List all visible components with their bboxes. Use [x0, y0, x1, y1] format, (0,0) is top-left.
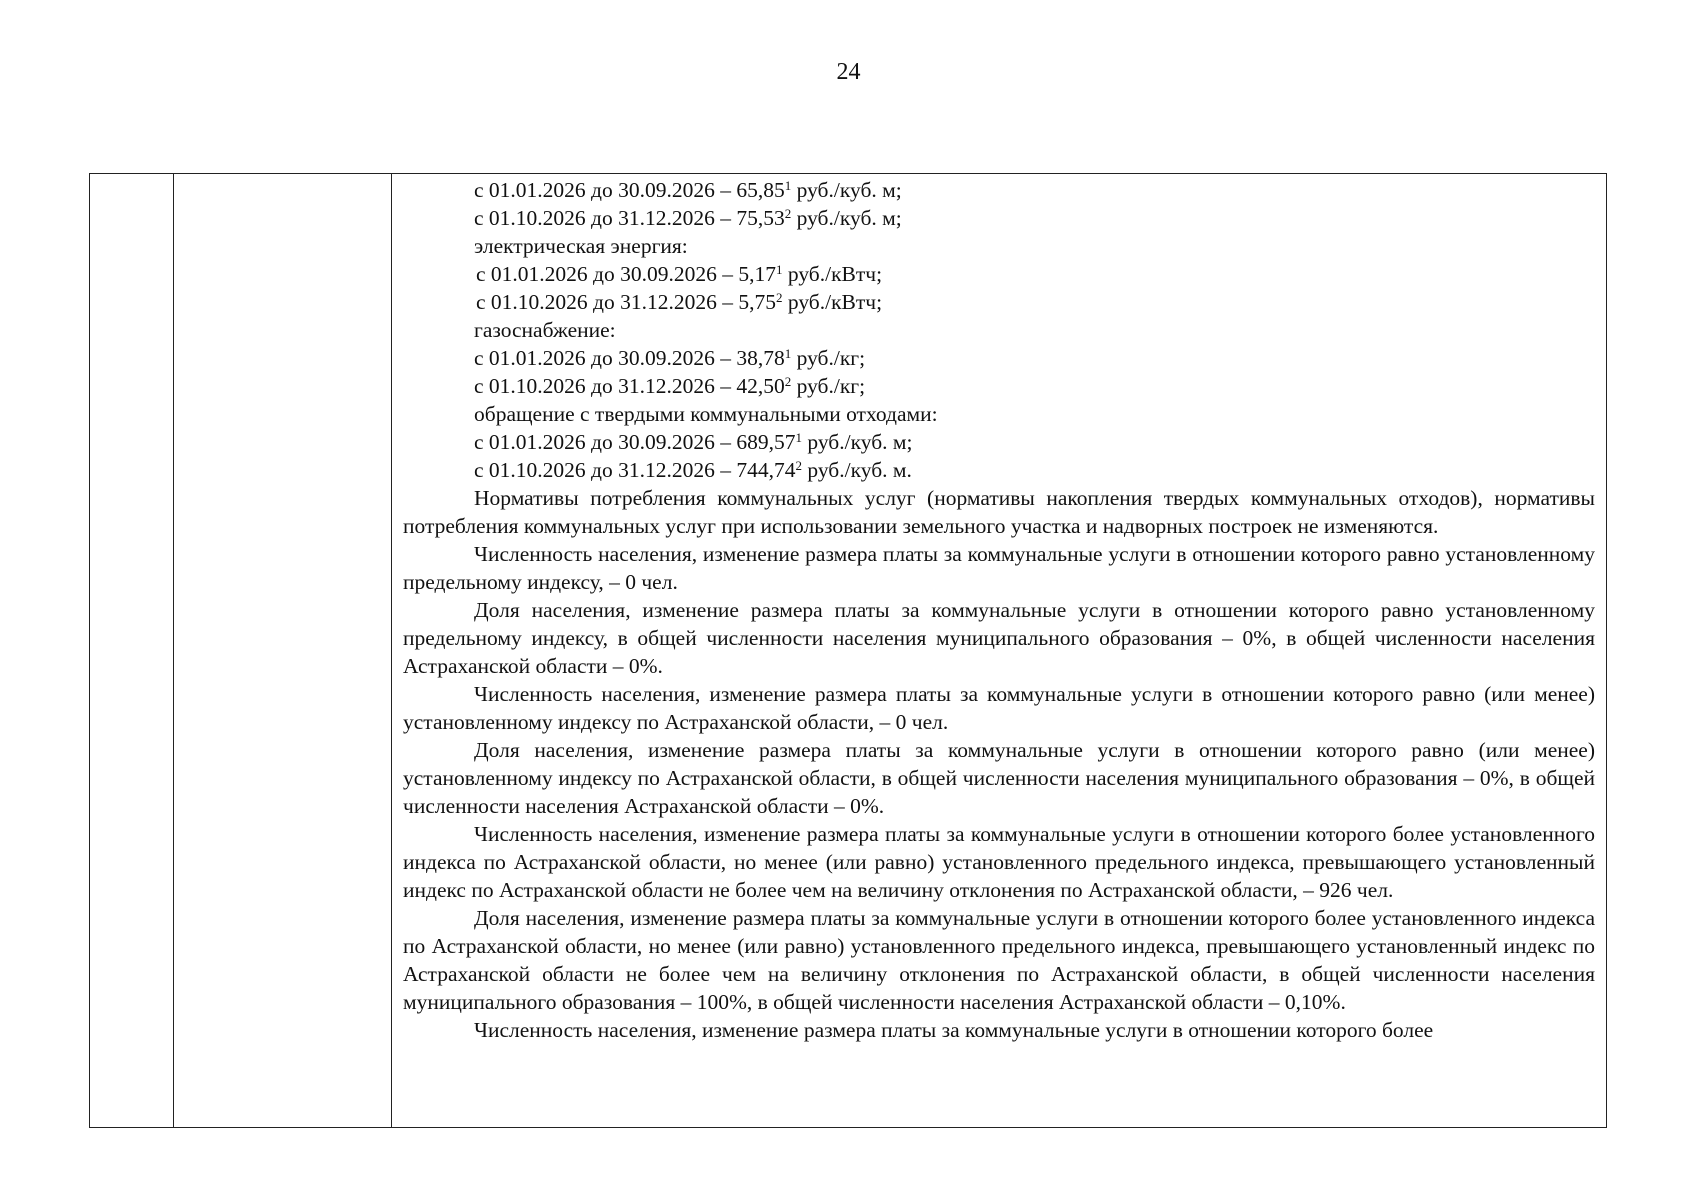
- paragraph: Доля населения, изменение размера платы за коммунальные услуги в отношении которого равно (или менее) установленному индексу по Астраханской области, в общей численности населения муниципального образования – 0%, в общей численности населения Астраханской области – 0%.: [403, 738, 1595, 818]
- tariff-line: с 01.01.2026 до 30.09.2026 – 38,78$^1$ руб./кг;: [474, 346, 866, 370]
- table-cell-name: [174, 174, 392, 1128]
- tariff-line: с 01.01.2026 до 30.09.2026 – 5,17$^1$ руб./кВтч;: [476, 262, 883, 286]
- tariff-line: с 01.10.2026 до 31.12.2026 – 42,50$^2$ руб./кг;: [474, 374, 866, 398]
- tariff-heading: газоснабжение:: [474, 318, 616, 342]
- footnote-mark: 1: [784, 346, 792, 361]
- footnote-mark: 2: [784, 374, 792, 389]
- tariff-line: с 01.10.2026 до 31.12.2026 – 744,74$^2$ руб./куб. м.: [474, 458, 912, 482]
- footnote-mark: 1: [795, 430, 802, 445]
- footnote-mark: 2: [795, 458, 802, 473]
- paragraph: Численность населения, изменение размера платы за коммунальные услуги в отношении которого равно (или менее) установленному индексу по Астраханской области, – 0 чел.: [403, 682, 1595, 734]
- tariff-line: с 01.01.2026 до 30.09.2026 – 689,57$^1$ руб./куб. м;: [474, 430, 913, 454]
- tariff-line: с 01.01.2026 до 30.09.2026 – 65,85$^1$ руб./куб. м;: [474, 178, 902, 202]
- paragraph: Доля населения, изменение размера платы за коммунальные услуги в отношении которого более установленного индекса по Астраханской области, но менее (или равно) установленного предельного индекса, превышающего установленный индекс по Астраханской области не более чем на величину отклонения по Астраханской области, в общей численности населения муниципального образования – 100%, в общей численности населения Астраханской области – 0,10%.: [403, 906, 1595, 1014]
- paragraph: Численность населения, изменение размера платы за коммунальные услуги в отношении которого более: [474, 1018, 1434, 1042]
- footnote-mark: 1: [775, 262, 783, 277]
- table-cell-number: [90, 174, 174, 1128]
- paragraph: Нормативы потребления коммунальных услуг (нормативы накопления твердых коммунальных отходов), нормативы потребления коммунальных услуг при использовании земельного участка и надворных построек не изменяются.: [403, 486, 1595, 538]
- paragraph: Численность населения, изменение размера платы за коммунальные услуги в отношении которого равно установленному предельному индексу, – 0 чел.: [403, 542, 1595, 594]
- content-table: [89, 173, 1607, 1128]
- tariff-heading: обращение с твердыми коммунальными отходами:: [474, 402, 938, 426]
- footnote-mark: 2: [775, 290, 783, 305]
- footnote-mark: 1: [784, 178, 792, 193]
- tariff-line: с 01.10.2026 до 31.12.2026 – 75,53$^2$ руб./куб. м;: [474, 206, 902, 230]
- tariff-line: с 01.10.2026 до 31.12.2026 – 5,75$^2$ руб./кВтч;: [476, 290, 883, 314]
- paragraph: Численность населения, изменение размера платы за коммунальные услуги в отношении которого более установленного индекса по Астраханской области, но менее (или равно) установленного предельного индекса, превышающего установленный индекс по Астраханской области не более чем на величину отклонения по Астраханской области, – 926 чел.: [403, 822, 1595, 902]
- cell-text-content: [392, 174, 1606, 1127]
- table-row: [90, 174, 1607, 1128]
- page-number: 24: [836, 59, 861, 85]
- paragraph: Доля населения, изменение размера платы за коммунальные услуги в отношении которого равно установленному предельному индексу, в общей численности населения муниципального образования – 0%, в общей численности населения Астраханской области – 0%.: [403, 598, 1595, 678]
- table-cell-description: [392, 174, 1607, 1128]
- tariff-heading: электрическая энергия:: [474, 234, 688, 258]
- footnote-mark: 2: [784, 206, 792, 221]
